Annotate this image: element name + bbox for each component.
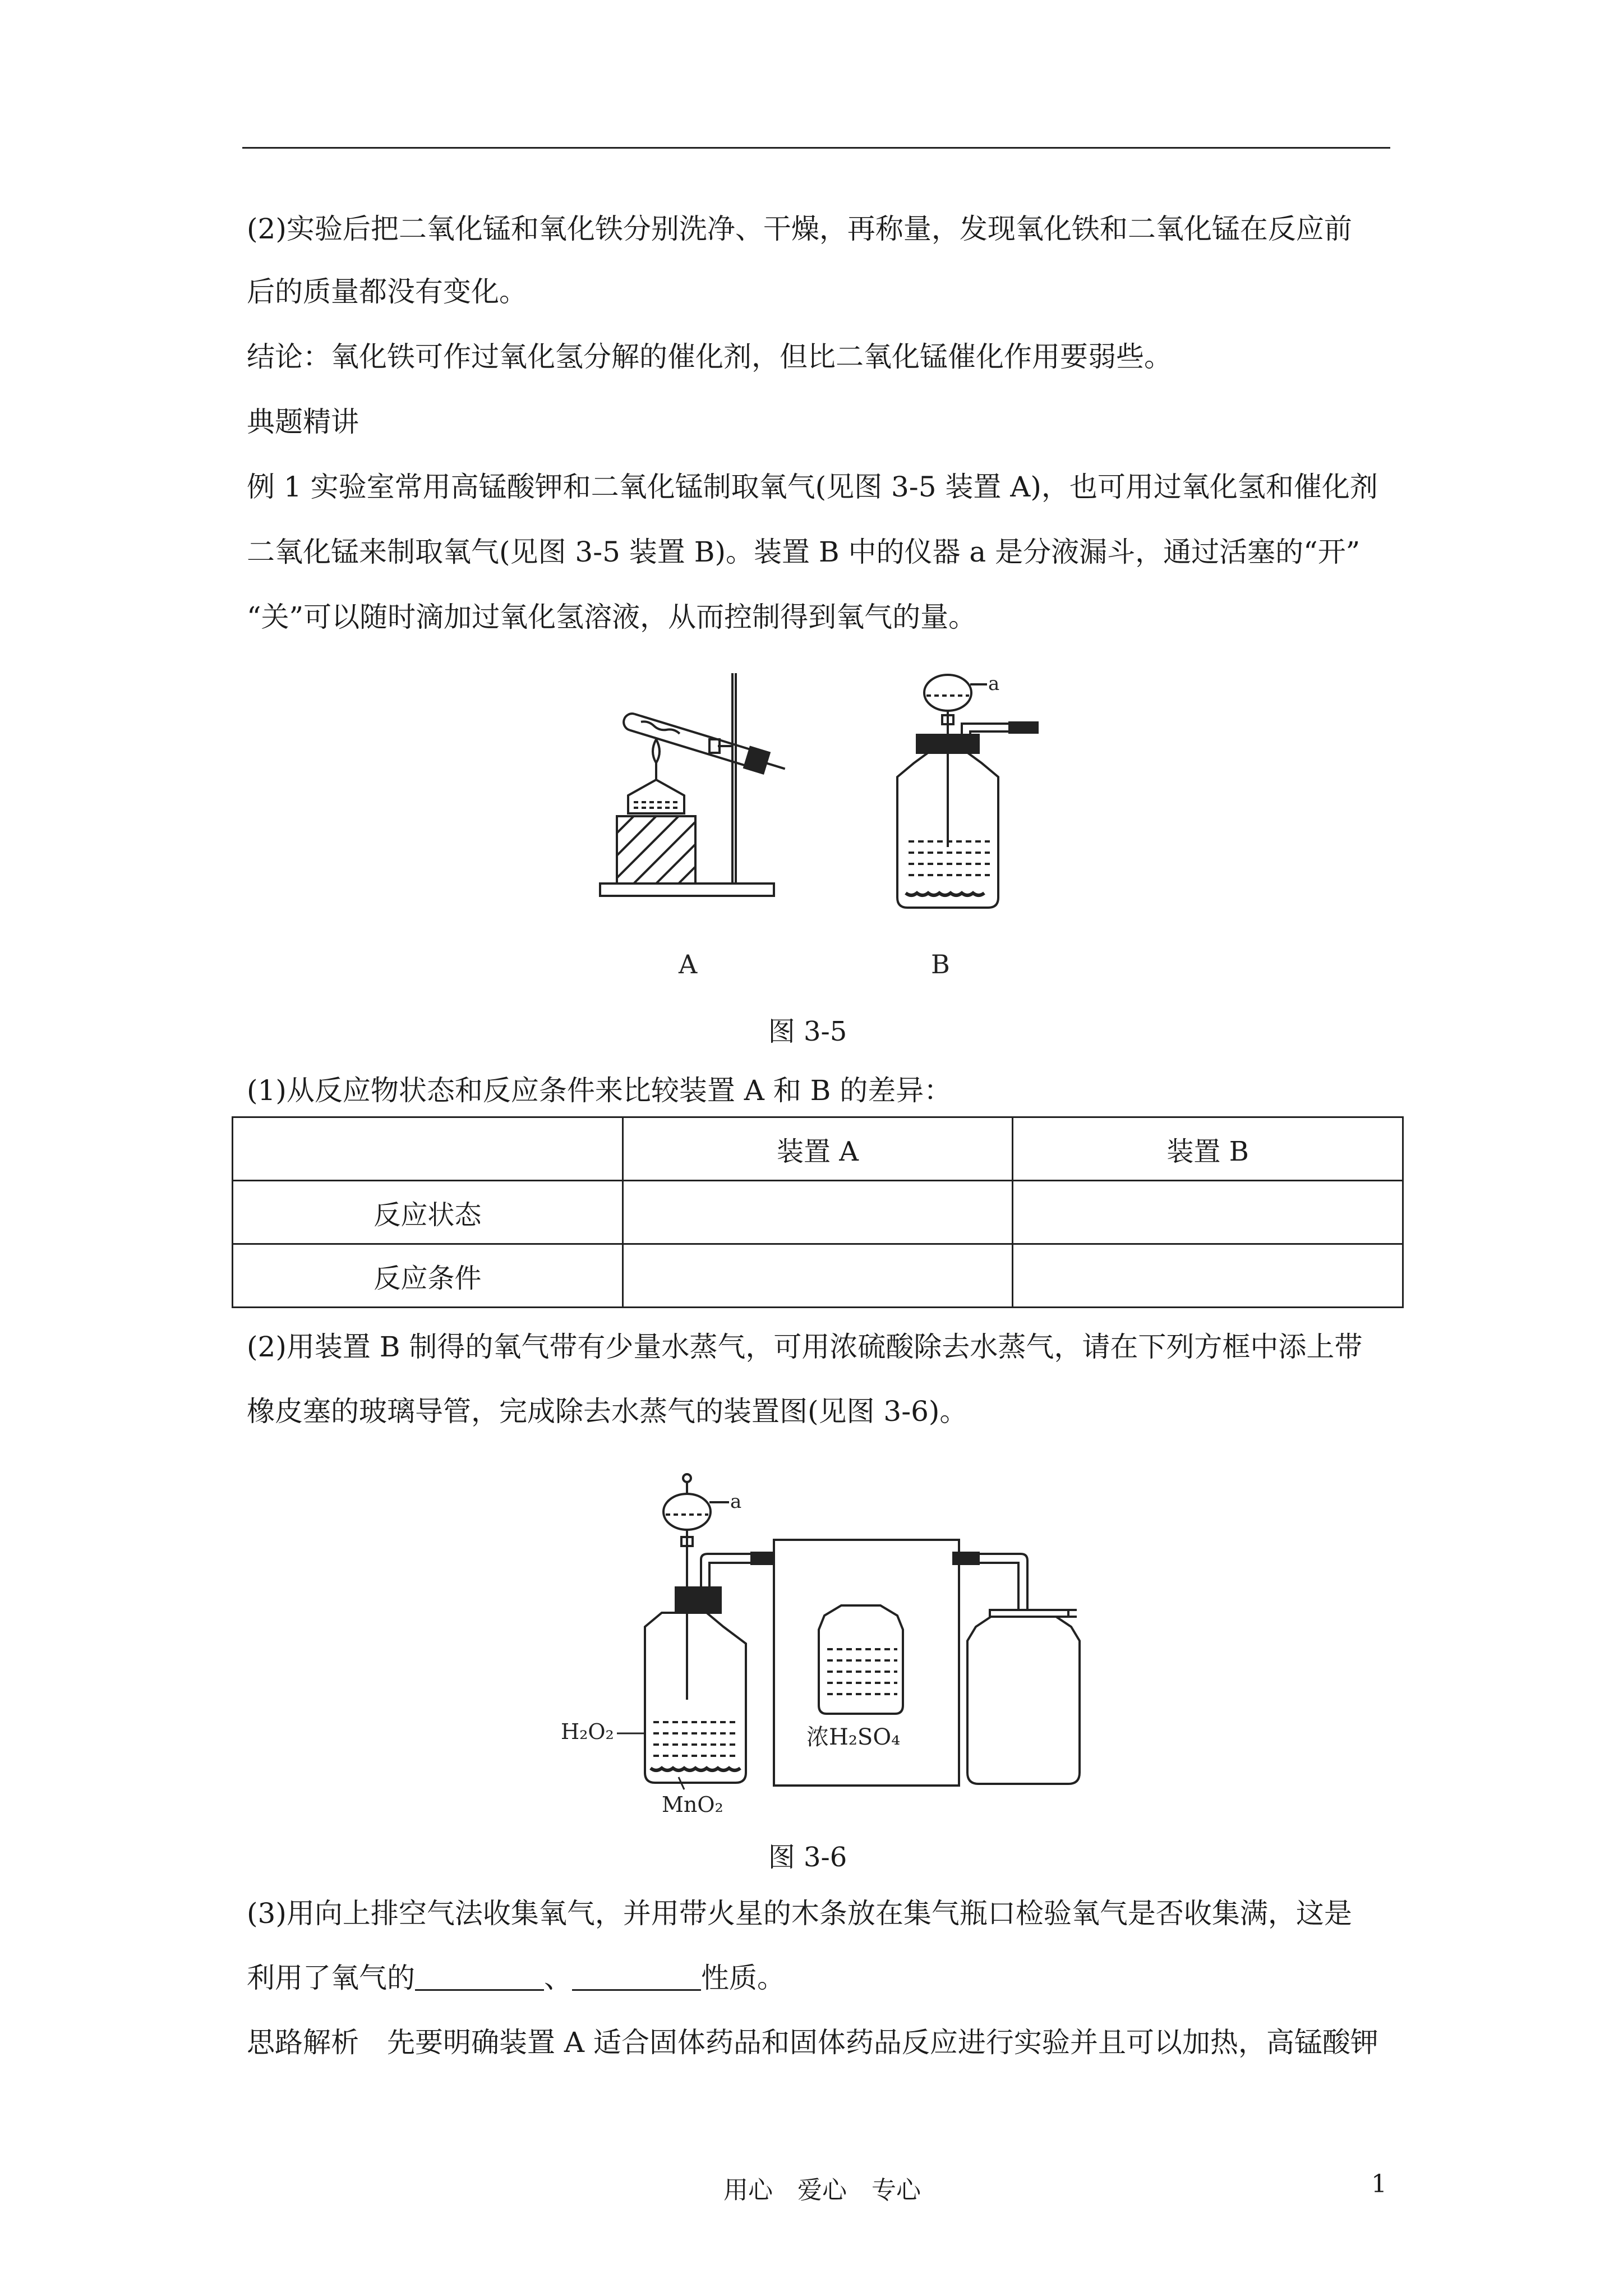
- table-row-label: 反应状态: [233, 1181, 623, 1244]
- h2o2-label: H₂O₂: [561, 1719, 614, 1744]
- figure-3-5-label-a: a: [988, 673, 1000, 695]
- analysis-text: 思路解析 先要明确装置 A 适合固体药品和固体药品反应进行实验并且可以加热，高锰酸钾: [247, 2026, 1378, 2059]
- question-3-text: 利用了氧气的: [247, 1962, 415, 1994]
- table-row: [233, 1244, 1403, 1308]
- question-3-line: (3)用向上排空气法收集氧气，并用带火星的木条放在集气瓶口检验氧气是否收集满，这是: [247, 1897, 1352, 1930]
- question-3-text: 性质。: [701, 1962, 785, 1994]
- question-2-line: (2)用装置 B 制得的氧气带有少量水蒸气，可用浓硫酸除去水蒸气，请在下列方框中添上带: [247, 1331, 1363, 1363]
- figure-3-5-label-B: B: [931, 949, 950, 979]
- figure-3-5-apparatus: [594, 662, 1043, 987]
- table-header-cell: 装置 B: [1013, 1117, 1403, 1181]
- answer-blank[interactable]: [415, 1961, 544, 1991]
- example-line: 例 1 实验室常用高锰酸钾和二氧化锰制取氧气(见图 3-5 装置 A)，也可用过氧化氢和催化剂: [247, 471, 1378, 503]
- paragraph-line: 后的质量都没有变化。: [247, 275, 527, 308]
- table-row-label: 反应条件: [233, 1244, 623, 1308]
- table-answer-cell[interactable]: [1013, 1244, 1403, 1308]
- question-3-separator: 、: [544, 1962, 572, 1994]
- figure-3-6-label-a: a: [730, 1490, 742, 1513]
- example-line: “关”可以随时滴加过氧化氢溶液，从而控制得到氧气的量。: [247, 601, 977, 633]
- question-2-line: 橡皮塞的玻璃导管，完成除去水蒸气的装置图(见图 3-6)。: [247, 1395, 968, 1428]
- section-heading: 典题精讲: [247, 406, 359, 438]
- figure-3-5-label-A: A: [679, 949, 698, 979]
- example-line: 二氧化锰来制取氧气(见图 3-5 装置 B)。装置 B 中的仪器 a 是分液漏斗，通过活塞的“开”: [247, 536, 1361, 568]
- h2so4-label: 浓H₂SO₄: [806, 1724, 901, 1750]
- conclusion-text: 结论：氧化铁可作过氧化氢分解的催化剂，但比二氧化锰催化作用要弱些。: [247, 341, 1172, 373]
- table-answer-cell[interactable]: [1013, 1181, 1403, 1244]
- header-rule: [242, 147, 1390, 149]
- comparison-table: [232, 1116, 1404, 1308]
- mno2-label: MnO₂: [662, 1792, 723, 1817]
- table-answer-cell[interactable]: [623, 1181, 1013, 1244]
- page-number: 1: [1371, 2170, 1387, 2198]
- table-row: [233, 1181, 1403, 1244]
- answer-blank[interactable]: [572, 1961, 701, 1991]
- question-3-line: [247, 1947, 1391, 2009]
- figure-3-6-apparatus: [561, 1458, 1082, 1823]
- footer-motto: 用心 爱心 专心: [723, 2176, 921, 2205]
- figure-3-6-caption: 图 3-6: [768, 1842, 847, 1873]
- figure-3-5-caption: 图 3-5: [768, 1016, 847, 1047]
- paragraph-line: (2)实验后把二氧化锰和氧化铁分别洗净、干燥，再称量，发现氧化铁和二氧化锰在反应前: [247, 213, 1352, 245]
- table-header-cell: 装置 A: [623, 1117, 1013, 1181]
- table-row: [233, 1117, 1403, 1181]
- table-answer-cell[interactable]: [623, 1244, 1013, 1308]
- question-1: (1)从反应物状态和反应条件来比较装置 A 和 B 的差异：: [247, 1074, 952, 1107]
- table-header-cell: [233, 1117, 623, 1181]
